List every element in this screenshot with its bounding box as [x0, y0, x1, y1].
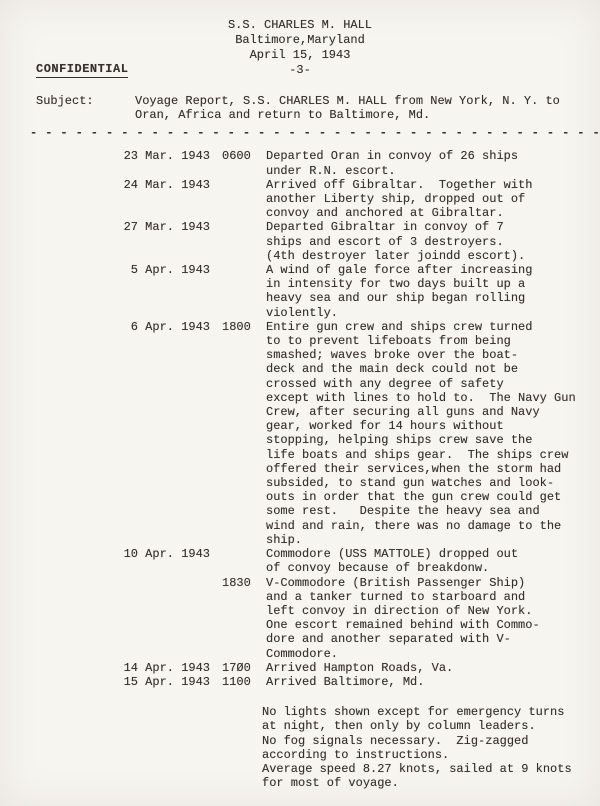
- entry-text-line: under R.N. escort.: [266, 163, 396, 178]
- entry-text-line: V-Commodore (British Passenger Ship): [266, 575, 526, 590]
- page-number: -3-: [289, 63, 311, 77]
- entry-date: 5 Apr. 1943: [130, 263, 210, 278]
- entry-text-line: dore and another separated with V-: [266, 632, 511, 647]
- entry-time: [222, 178, 254, 221]
- voyage-log-entries: [0, 149, 600, 689]
- log-entry: [118, 661, 590, 675]
- log-entry: [118, 149, 590, 177]
- note-line: at night, then only by column leaders.: [262, 719, 536, 734]
- entry-time: 1800: [222, 319, 251, 334]
- entry-text-line: One escort remained behind with Commo-: [266, 618, 540, 633]
- entry-text-line: heavy sea and our ship began rolling: [266, 291, 526, 306]
- entry-text-line: outs in order that the gun crew could get: [266, 490, 562, 505]
- entry-date: 14 Apr. 1943: [123, 660, 210, 675]
- entry-date: 24 Mar. 1943: [123, 177, 210, 192]
- entry-date: [118, 576, 210, 661]
- entry-date: 27 Mar. 1943: [123, 220, 210, 235]
- note-line: Average speed 8.27 knots, sailed at 9 knots: [262, 761, 572, 776]
- entry-text-line: Commodore (USS MATTOLE) dropped out: [266, 547, 519, 562]
- entry-text-line: Arrived off Gibraltar. Together with: [266, 177, 533, 192]
- entry-text-line: smashed; waves broke over the boat-: [266, 348, 519, 363]
- classification-stamp: CONFIDENTIAL: [36, 62, 128, 78]
- entry-time: 1100: [222, 674, 251, 689]
- header-location: Baltimore,Maryland: [235, 33, 365, 47]
- entry-text-line: Departed Oran in convoy of 26 ships: [266, 149, 519, 164]
- entry-text-line: Entire gun crew and ships crew turned: [266, 319, 533, 334]
- entry-text-line: and a tanker turned to starboard and: [266, 589, 526, 604]
- entry-time: 17Ø0: [222, 660, 251, 675]
- entry-date: 23 Mar. 1943: [123, 149, 210, 164]
- log-entry: [118, 220, 590, 263]
- dashed-separator: - - - - - - - - - - - - - - - - - - - - - - - - - - - - - - - - - - - - - -: [30, 126, 600, 141]
- entry-text-line: Crew, after securing all guns and Navy: [266, 405, 540, 420]
- entry-text-line: life boats and ships gear. The ships crew: [266, 447, 569, 462]
- entry-description: [266, 547, 590, 575]
- entry-text-line: offered their services,when the storm had: [266, 461, 562, 476]
- entry-text-line: (4th destroyer later joindd escort).: [266, 248, 526, 263]
- voyage-notes: [262, 705, 600, 790]
- entry-text-line: convoy and anchored at Gibraltar.: [266, 206, 504, 221]
- entry-text-line: Arrived Baltimore, Md.: [266, 674, 425, 689]
- entry-text-line: gear, worked for 14 hours without: [266, 419, 504, 434]
- entry-text-line: of convoy because of breakdonw.: [266, 561, 490, 576]
- subject-row: [36, 94, 600, 122]
- entry-time: [222, 263, 254, 320]
- log-entry: [118, 320, 590, 547]
- entry-description: [266, 320, 590, 547]
- entry-time: 1830: [222, 575, 251, 590]
- log-entry: [118, 547, 590, 575]
- entry-text-line: wind and rain, there was no damage to the: [266, 518, 562, 533]
- entry-text-line: A wind of gale force after increasing: [266, 263, 533, 278]
- entry-text-line: Commodore.: [266, 646, 339, 661]
- note-line: No lights shown except for emergency turns: [262, 705, 565, 720]
- log-entry: [118, 178, 590, 221]
- subject-line-2: Oran, Africa and return to Baltimore, Md.: [135, 108, 431, 123]
- entry-time: [222, 220, 254, 263]
- entry-text-line: except with lines to hold to. The Navy Gun: [266, 390, 576, 405]
- note-line: for most of voyage.: [262, 776, 399, 791]
- entry-text-line: to to prevent lifeboats from being: [266, 334, 511, 349]
- subject-line-1: Voyage Report, S.S. CHARLES M. HALL from New York, N. Y. to: [135, 94, 560, 108]
- note-line: according to instructions.: [262, 747, 450, 762]
- entry-text-line: ship.: [266, 532, 303, 547]
- entry-date: 6 Apr. 1943: [130, 319, 210, 334]
- header-date: April 15, 1943: [249, 48, 351, 62]
- entry-text-line: some rest. Despite the heavy sea and: [266, 504, 540, 519]
- entry-text-line: violently.: [266, 305, 339, 320]
- entry-description: [266, 263, 590, 320]
- entry-text-line: subsided, to stand gun watches and look-: [266, 476, 555, 491]
- page-header: [0, 18, 600, 78]
- entry-date: 10 Apr. 1943: [123, 547, 210, 562]
- entry-description: [266, 576, 590, 661]
- entry-text-line: Departed Gibraltar in convoy of 7: [266, 220, 504, 235]
- entry-text-line: stopping, helping ships crew save the: [266, 433, 533, 448]
- log-entry: [118, 576, 590, 661]
- subject-label: Subject:: [36, 94, 94, 108]
- entry-description: [266, 149, 590, 177]
- log-entry: [118, 263, 590, 320]
- entry-time: [222, 547, 254, 575]
- entry-text-line: left convoy in direction of New York.: [266, 603, 533, 618]
- entry-description: [266, 675, 590, 689]
- entry-text-line: another Liberty ship, dropped out of: [266, 192, 526, 207]
- entry-text-line: ships and escort of 3 destroyers.: [266, 234, 504, 249]
- entry-text-line: in intensity for two days built up a: [266, 277, 526, 292]
- ship-name: S.S. CHARLES M. HALL: [227, 18, 373, 32]
- entry-description: [266, 178, 590, 221]
- subject-text: [135, 94, 560, 122]
- entry-text-line: Arrived Hampton Roads, Va.: [266, 660, 454, 675]
- note-line: No fog signals necessary. Zig-zagged: [262, 733, 529, 748]
- entry-text-line: crossed with any degree of safety: [266, 376, 504, 391]
- log-entry: [118, 675, 590, 689]
- entry-description: [266, 220, 590, 263]
- entry-time: 0600: [222, 149, 251, 164]
- entry-text-line: deck and the main deck could not be: [266, 362, 519, 377]
- entry-date: 15 Apr. 1943: [123, 674, 210, 689]
- entry-description: [266, 661, 590, 675]
